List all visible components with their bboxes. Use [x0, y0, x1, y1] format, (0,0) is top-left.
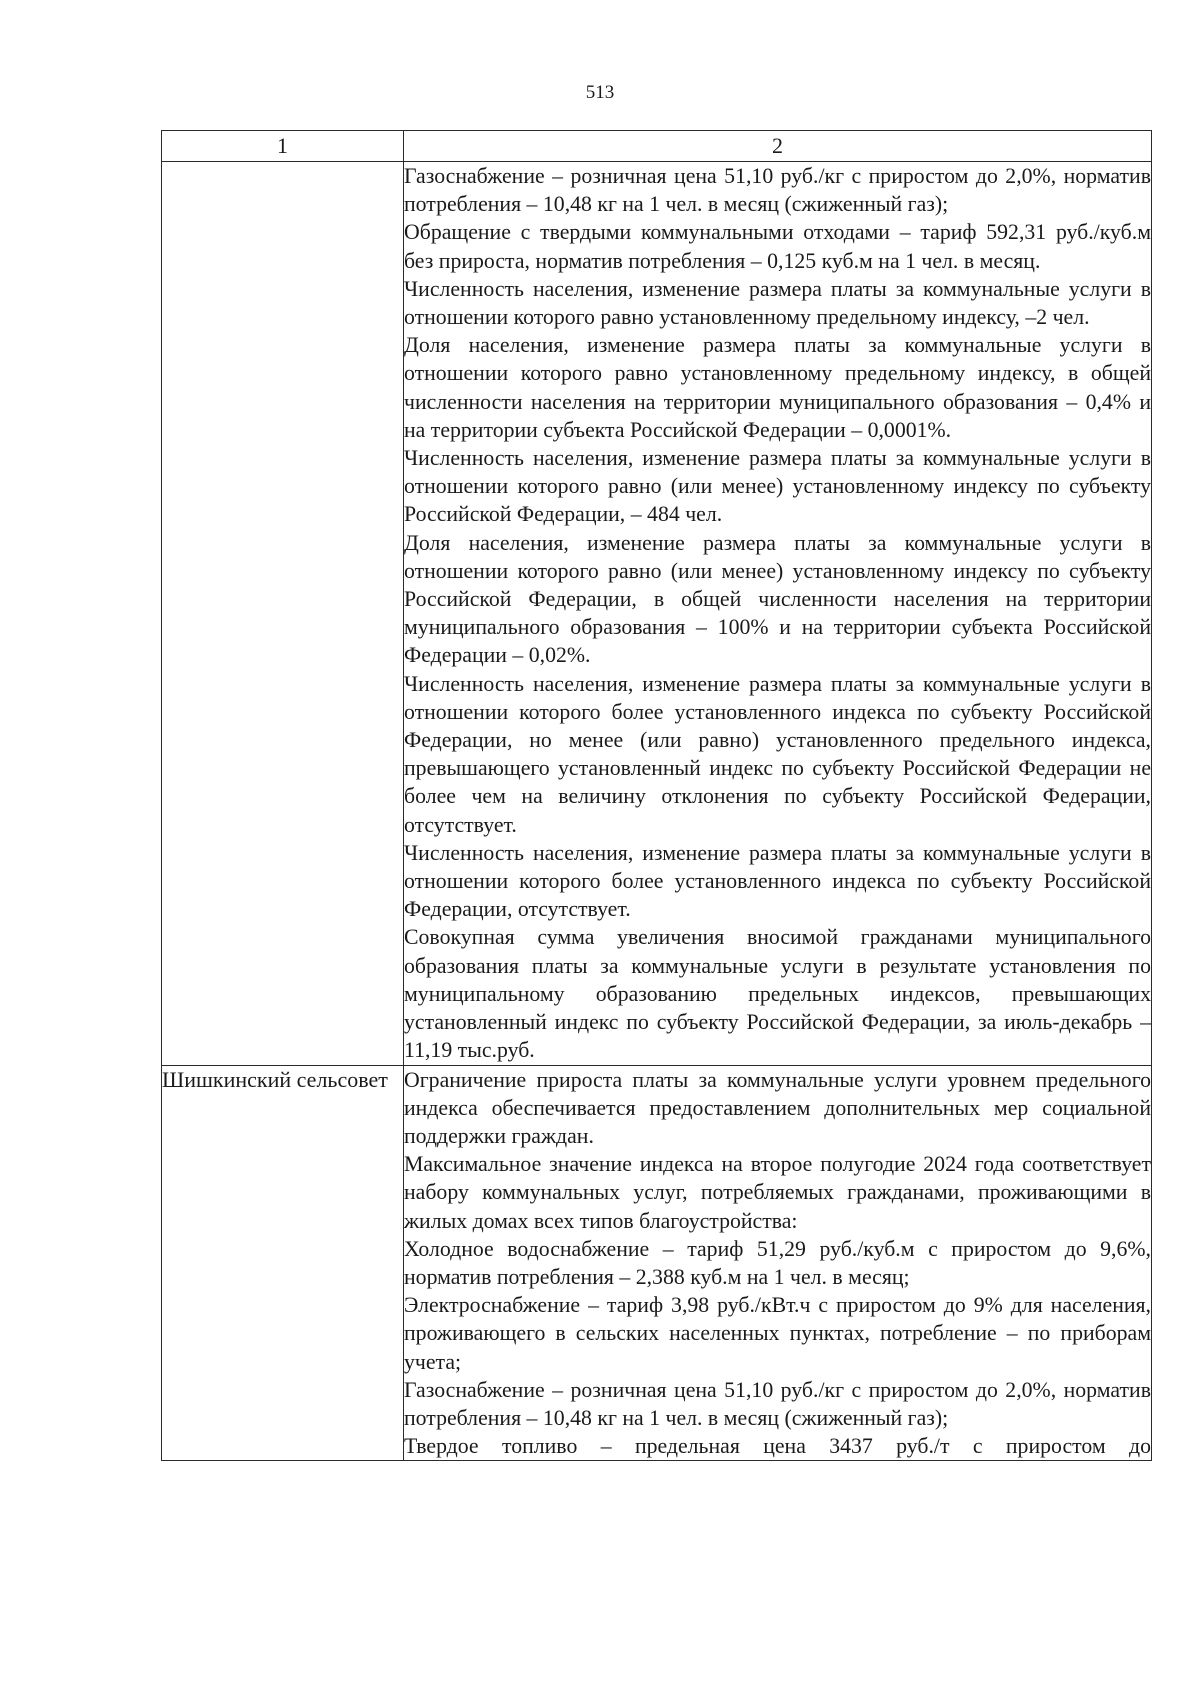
municipality-cell	[162, 162, 404, 1066]
column-header-2: 2	[404, 131, 1152, 162]
paragraph: Доля населения, изменение размера платы за коммунальные услуги в отношении которого равно установленному предельному индексу, в общей численности населения на территории муниципального образования – 0,4% и на территории субъекта Российской Федерации – 0,0001%.	[404, 333, 1151, 442]
paragraph: Доля населения, изменение размера платы за коммунальные услуги в отношении которого равно (или менее) установленному индексу по субъекту Российской Федерации, в общей численности населения на территории муниципального образования – 100% и на территории субъекта Российской Федерации – 0,02%.	[404, 530, 1151, 668]
paragraph: Газоснабжение – розничная цена 51,10 руб./кг с приростом до 2,0%, норматив потребления – 10,48 кг на 1 чел. в месяц (сжиженный газ);	[404, 164, 1151, 217]
municipality-cell: Шишкинский сельсовет	[162, 1065, 404, 1461]
paragraph: Газоснабжение – розничная цена 51,10 руб./кг с приростом до 2,0%, норматив потребления – 10,48 кг на 1 чел. в месяц (сжиженный газ);	[404, 1377, 1151, 1430]
paragraph: Электроснабжение – тариф 3,98 руб./кВт.ч с приростом до 9% для населения, проживающего в сельских населенных пунктах, потребление – по приборам учета;	[404, 1293, 1151, 1374]
description-cell	[404, 162, 1152, 1066]
table-row	[162, 1065, 1152, 1461]
paragraph: Максимальное значение индекса на второе полугодие 2024 года соответствует набору коммунальных услуг, потребляемых гражданами, проживающими в жилых домах всех типов благоустройства:	[404, 1152, 1151, 1233]
paragraph: Численность населения, изменение размера платы за коммунальные услуги в отношении которого равно (или менее) установленному индексу по субъекту Российской Федерации, – 484 чел.	[404, 446, 1151, 527]
table-header-row	[162, 131, 1152, 162]
paragraph: Численность населения, изменение размера платы за коммунальные услуги в отношении которого более установленного индекса по субъекту Российской Федерации, отсутствует.	[404, 840, 1151, 922]
column-header-1: 1	[162, 131, 404, 162]
paragraph: Численность населения, изменение размера платы за коммунальные услуги в отношении которого равно установленному предельному индексу, –2 чел.	[404, 276, 1151, 330]
paragraph: Обращение с твердыми коммунальными отходами – тариф 592,31 руб./куб.м без прироста, норматив потребления – 0,125 куб.м на 1 чел. в месяц.	[404, 220, 1151, 273]
tariff-table	[161, 130, 1152, 1461]
paragraph: Численность населения, изменение размера платы за коммунальные услуги в отношении которого более установленного индекса по субъекту Российской Федерации, но менее (или равно) установленного предельного индекса, превышающего установленный индекс по субъекту Российской Федерации не более чем на величину отклонения по субъекту Российской Федерации, отсутствует.	[404, 671, 1151, 837]
paragraph: Твердое топливо – предельная цена 3437 руб./т с приростом до	[404, 1434, 1151, 1459]
description-cell	[404, 1065, 1152, 1461]
paragraph: Ограничение прироста платы за коммунальные услуги уровнем предельного индекса обеспечивается предоставлением дополнительных мер социальной поддержки граждан.	[404, 1067, 1151, 1148]
paragraph: Совокупная сумма увеличения вносимой гражданами муниципального образования платы за коммунальные услуги в результате установления по муниципальному образованию предельных индексов, превышающих установленный индекс по субъекту Российской Федерации, за июль-декабрь – 11,19 тыс.руб.	[404, 925, 1151, 1063]
page-number: 513	[585, 82, 615, 103]
table-row	[162, 162, 1152, 1066]
paragraph: Холодное водоснабжение – тариф 51,29 руб./куб.м с приростом до 9,6%, норматив потребления – 2,388 куб.м на 1 чел. в месяц;	[404, 1236, 1151, 1289]
